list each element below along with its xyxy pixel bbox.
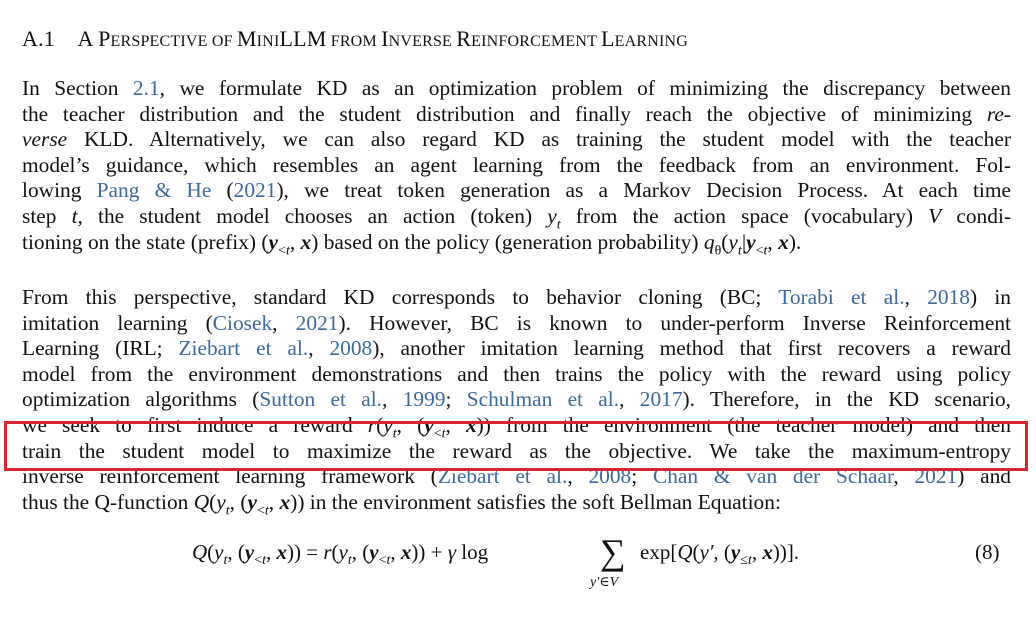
citation-year-link[interactable]: 2018	[927, 285, 970, 309]
citation-year-link[interactable]: 2021	[295, 310, 339, 335]
text-line: thus the Q-function $Q(y_t$, ($y_{<t}$, x)) in the environment satisfies the soft Bellman Equation:	[22, 489, 781, 519]
text-line: inverse reinforcement learning framework (Ziebart et al., 2008; Chan & van der Schaar, 2021) and	[22, 464, 1011, 489]
citation-year-link[interactable]: 1999	[402, 387, 446, 412]
math-t: t	[71, 203, 78, 228]
citation-link-torabi[interactable]: Torabi et al.	[778, 285, 905, 309]
citation-link-schulman[interactable]: Schulman et al.	[466, 387, 620, 412]
equation-lhs: $Q(y_t$, ($y_{<t}$, $x)) = r(y_t$, ($y_{<t}$, x)) + γ log	[192, 540, 489, 569]
text-line: imitation learning (Ciosek, 2021). However, BC is known to under-perform Inverse Reinforcement	[22, 310, 1012, 335]
equation-number: (8)	[975, 540, 1000, 564]
text-line-highlighted: train the student model to maximize the reward as the objective. We take the maximum-entropy	[22, 438, 1011, 463]
citation-year-link[interactable]: 2021	[233, 178, 277, 203]
citation-link-ziebart[interactable]: Ziebart et al.	[437, 464, 568, 489]
text-line: step t, the student model chooses an action (token) $y_t$ from the action space (vocabulary) V condi-	[22, 203, 1012, 233]
paragraph-irl-perspective	[22, 285, 1012, 519]
citation-year-link[interactable]: 2008	[588, 464, 632, 489]
text-line: In Section 2.1, we formulate KD as an optimization problem of minimizing the discrepancy between	[22, 76, 1011, 100]
citation-year-link[interactable]: 2017	[639, 387, 683, 412]
citation-link-ciosek[interactable]: Ciosek	[212, 310, 273, 335]
text-line: From this perspective, standard KD corresponds to behavior cloning (BC; Torabi et al., 2018) in	[22, 285, 1011, 309]
math-V: V	[928, 203, 942, 228]
citation-year-link[interactable]: 2008	[329, 336, 373, 361]
citation-link-sutton[interactable]: Sutton et al.	[259, 387, 383, 412]
section-number: A.1	[22, 26, 55, 51]
text-line-highlighted: we seek to first induce a reward $r(y_t$, ($y_{<t}$, x)) from the environment (the teacher model) and then	[22, 412, 1011, 442]
section-heading	[22, 26, 688, 52]
text-line: the teacher distribution and the student distribution and finally reach the objective of minimizing re-	[22, 101, 1011, 126]
citation-year-link[interactable]: 2021	[914, 464, 958, 489]
math-yt: $y_t$	[547, 203, 561, 233]
citation-link-chan[interactable]: Chan & van der Schaar	[652, 464, 894, 489]
text-line: verse KLD. Alternatively, we can also regard KD as training the student model with the teacher	[22, 127, 1011, 152]
summation-symbol: ∑	[600, 532, 626, 572]
text-line: model’s guidance, which resembles an agent learning from the feedback from an environment. Fol-	[22, 152, 1011, 177]
equation-soft-bellman	[0, 532, 1036, 596]
text-line: optimization algorithms (Sutton et al., 1999; Schulman et al., 2017). Therefore, in the KD scenario,	[22, 387, 1012, 412]
section-title: A PERSPECTIVE OF MINILLM FROM INVERSE REINFORCEMENT LEARNING	[77, 26, 689, 51]
text-line: lowing Pang & He (2021), we treat token generation as a Markov Decision Process. At each time	[22, 178, 1011, 203]
text-line: model from the environment demonstrations and then trains the policy with the reward using policy	[22, 361, 1011, 386]
summation-subscript: y′∈V	[590, 575, 619, 590]
section-ref-link[interactable]: 2.1	[132, 76, 160, 100]
citation-link-ziebart[interactable]: Ziebart et al.	[178, 336, 309, 361]
equation-rhs: exp[Q(y′, ($y_{\le t}$, x))].	[640, 540, 800, 569]
citation-link-pang-he[interactable]: Pang & He	[96, 178, 212, 203]
paragraph-mdp-formulation	[22, 76, 1012, 258]
text-line: Learning (IRL; Ziebart et al., 2008), another imitation learning method that first recovers a reward	[22, 336, 1011, 361]
text-line: tioning on the state (prefix) ($y_{<t}$, x) based on the policy (generation probability) $q_\theta(y_t|y_{<t}$, x).	[22, 229, 802, 258]
